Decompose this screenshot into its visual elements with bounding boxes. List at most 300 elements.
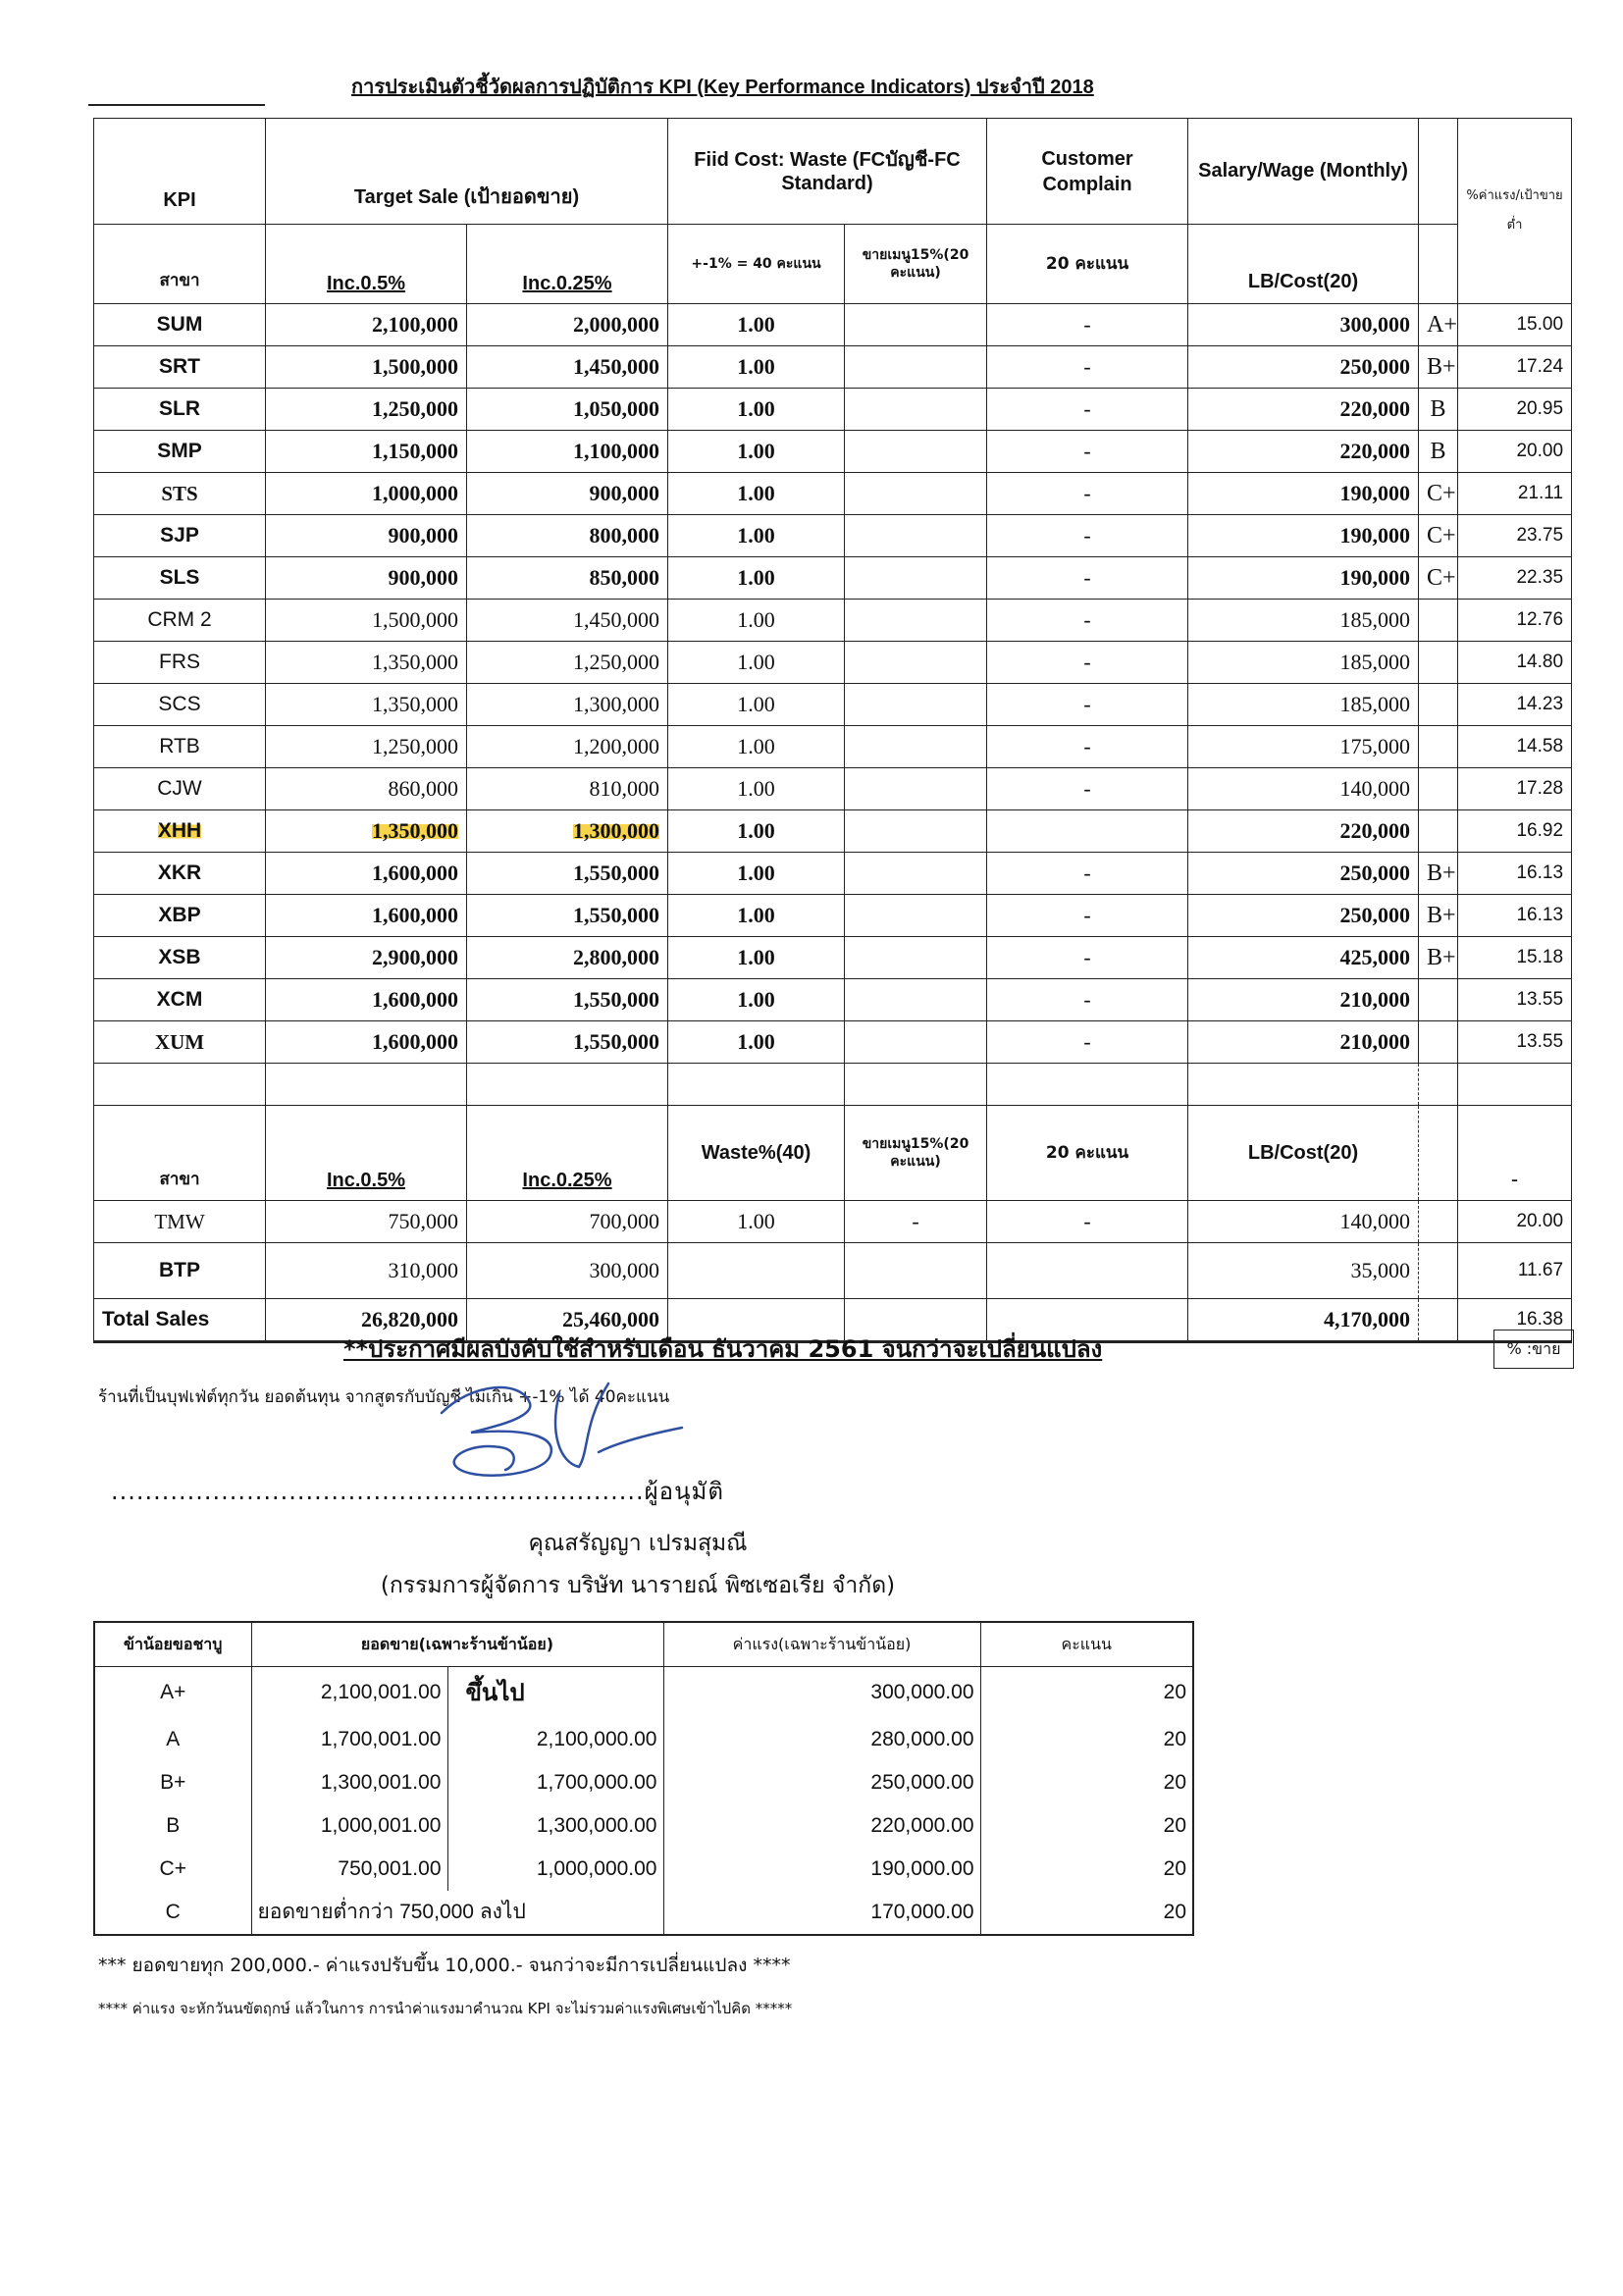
signer-title: (กรรมการผู้จัดการ บริษัท นารายณ์ พิซเซอเรีย จำกัด) <box>380 1573 896 1598</box>
fc-cell <box>668 853 845 895</box>
branch-cell <box>94 853 266 895</box>
grade-wage: 170,000.00 <box>663 1891 980 1935</box>
inc05-cell-text: 1,350,000 <box>372 692 458 716</box>
grade-sales-from: 1,700,001.00 <box>251 1718 447 1761</box>
inc05-cell <box>266 810 467 853</box>
menu-cell <box>845 515 987 557</box>
title-rule <box>88 104 265 106</box>
pct-cell-text: 22.35 <box>1516 567 1564 588</box>
waste-cell: 1.00 <box>668 1201 845 1243</box>
branch-cell-text: SCS <box>158 693 201 715</box>
pct-cell-text: 15.18 <box>1516 947 1564 967</box>
menu-cell <box>845 642 987 684</box>
kpi-row <box>94 684 1572 726</box>
kpi-row <box>94 389 1572 431</box>
menu-cell <box>845 389 987 431</box>
page-title: การประเมินตัวชี้วัดผลการปฏิบัติการ KPI (Key Performance Indicators) ประจำปี 2018 <box>351 77 1094 98</box>
branch-cell <box>94 726 266 768</box>
menu-cell <box>845 600 987 642</box>
complain-cell <box>987 684 1188 726</box>
inc025-cell-text: 1,550,000 <box>573 987 660 1012</box>
pct-cell <box>1458 937 1572 979</box>
inc05-cell-text: 1,000,000 <box>372 481 458 505</box>
pct-cell-text: 14.23 <box>1516 694 1564 714</box>
branch-cell-text: XUM <box>154 1029 205 1054</box>
salary-cell-text: 220,000 <box>1339 439 1411 463</box>
grade-wage: 300,000.00 <box>663 1667 980 1718</box>
pct-cell-text: 14.58 <box>1516 736 1564 757</box>
inc025-cell-text: 1,450,000 <box>573 354 660 379</box>
inc05-cell-text: 1,600,000 <box>372 903 458 927</box>
pct-header-2: - <box>1458 1106 1572 1201</box>
grade-cell <box>1419 895 1458 937</box>
inc05-cell-text: 1,250,000 <box>372 396 458 421</box>
grade-sales-from: 2,100,001.00 <box>251 1667 447 1718</box>
complain-cell <box>987 557 1188 600</box>
salary-cell-text: 250,000 <box>1339 903 1411 927</box>
signer-name: คุณสรัญญา เปรมสุมณี <box>528 1531 748 1556</box>
kpi-row <box>94 431 1572 473</box>
kpi-row <box>94 557 1572 600</box>
complain-cell-text: - <box>1083 481 1091 505</box>
grade-cell <box>1419 642 1458 684</box>
branch-cell <box>94 1021 266 1064</box>
inc025-cell: 700,000 <box>467 1201 668 1243</box>
pct-cell <box>1458 557 1572 600</box>
branch-cell <box>94 937 266 979</box>
menu-cell <box>845 304 987 346</box>
complain-cell <box>987 473 1188 515</box>
pct-cell <box>1458 768 1572 810</box>
complain-cell-text: - <box>1083 1029 1091 1054</box>
grade-sales-to: 1,000,000.00 <box>447 1848 663 1891</box>
grade-cell <box>1419 810 1458 853</box>
grade-score: 20 <box>980 1761 1193 1804</box>
inc025-cell <box>467 979 668 1021</box>
salary-cell-text: 190,000 <box>1339 481 1411 505</box>
inc025-cell-text: 1,200,000 <box>573 734 660 758</box>
kpi-row <box>94 346 1572 389</box>
fc-cell <box>668 642 845 684</box>
buffet-note: ร้านที่เป็นบุฟเฟ่ต์ทุกวัน ยอดต้นทุน จากสูตรกับบัญชี ไม่เกิน +-1% ได้ 40คะแนน <box>98 1387 670 1407</box>
branch-cell <box>94 515 266 557</box>
inc025-cell <box>467 431 668 473</box>
pct-cell-text: 20.00 <box>1516 441 1564 461</box>
menu-cell <box>845 346 987 389</box>
inc05-cell-text: 1,500,000 <box>372 607 458 632</box>
inc05-cell <box>266 1021 467 1064</box>
inc05-cell-text: 2,100,000 <box>372 312 458 337</box>
grade-wage: 220,000.00 <box>663 1804 980 1848</box>
inc05-cell <box>266 600 467 642</box>
grade-cell-text: C+ <box>1427 522 1456 548</box>
fc-cell <box>668 1021 845 1064</box>
complain-cell <box>987 431 1188 473</box>
grade-header-sales: ยอดขาย(เฉพาะร้านข้าน้อย) <box>251 1622 663 1667</box>
complain-cell-text: - <box>1083 692 1091 716</box>
grade-cell <box>1419 431 1458 473</box>
salary-cell-text: 250,000 <box>1339 354 1411 379</box>
inc025-cell: 300,000 <box>467 1243 668 1299</box>
approver-line: ...............................................................ผู้อนุมัติ <box>111 1478 724 1505</box>
complain-cell <box>987 346 1188 389</box>
pct-cell-text: 16.92 <box>1516 820 1564 841</box>
salary-cell <box>1188 346 1419 389</box>
inc025-cell-text: 1,550,000 <box>573 861 660 885</box>
inc025-cell-text: 850,000 <box>589 565 660 590</box>
grade-row <box>94 1804 1193 1848</box>
pct-cell <box>1458 1021 1572 1064</box>
fc-cell <box>668 557 845 600</box>
grade-level: C <box>94 1891 251 1935</box>
complain-cell <box>987 1021 1188 1064</box>
grade-cell-text: C+ <box>1427 480 1456 506</box>
salary-cell-text: 185,000 <box>1339 650 1411 674</box>
announcement: **ประกาศมีผลบังคับใช้สำหรับเดือน ธันวาคม 2561 จนกว่าจะเปลี่ยนแปลง <box>343 1335 1103 1363</box>
inc05-cell-text: 900,000 <box>388 565 458 590</box>
inc025-cell <box>467 600 668 642</box>
branch-header: สาขา <box>94 225 266 304</box>
kpi-row-2 <box>94 1243 1572 1299</box>
fc-cell <box>668 431 845 473</box>
salary-wage-header: Salary/Wage (Monthly) <box>1188 119 1419 225</box>
grade-cell <box>1419 389 1458 431</box>
grade-level: B+ <box>94 1761 251 1804</box>
inc05-cell-text: 1,350,000 <box>372 650 458 674</box>
salary-cell-text: 250,000 <box>1339 861 1411 885</box>
waste-header: Waste%(40) <box>668 1106 845 1201</box>
branch-cell-text: RTB <box>159 735 200 757</box>
salary-cell-text: 185,000 <box>1339 692 1411 716</box>
complain-score-header: 20 คะแนน <box>987 225 1188 304</box>
wage-note: **** ค่าแรง จะหักวันนขัตฤกษ์ แล้วในการ การนำค่าแรงมาคำนวณ KPI จะไม่รวมค่าแรงพิเศษเข้าไปคิด ***** <box>98 2000 793 2017</box>
inc025-cell <box>467 768 668 810</box>
pct-sale-label: % :ขาย <box>1493 1330 1574 1369</box>
salary-cell <box>1188 600 1419 642</box>
pct-cell-text: 23.75 <box>1516 525 1564 546</box>
inc05-cell <box>266 346 467 389</box>
complain-cell <box>987 304 1188 346</box>
menu-cell: - <box>845 1201 987 1243</box>
kpi-label: KPI <box>94 119 266 225</box>
complain-cell-text: - <box>1083 565 1091 590</box>
total-inc025: 25,460,000 <box>467 1299 668 1342</box>
branch-cell <box>94 557 266 600</box>
salary-cell <box>1188 389 1419 431</box>
branch-cell-text: SLR <box>159 397 200 420</box>
inc025-cell <box>467 473 668 515</box>
inc025-header: Inc.0.25% <box>467 225 668 304</box>
kpi-row <box>94 304 1572 346</box>
inc025-cell-text: 2,000,000 <box>573 312 660 337</box>
inc05-cell-text: 2,900,000 <box>372 945 458 969</box>
salary-cell <box>1188 768 1419 810</box>
fc-cell-text: 1.00 <box>737 312 775 337</box>
kpi-row <box>94 726 1572 768</box>
grade-wage: 190,000.00 <box>663 1848 980 1891</box>
customer-complain-header: Customer Complain <box>987 119 1188 225</box>
grade-cell <box>1419 515 1458 557</box>
fc-cell-text: 1.00 <box>737 481 775 505</box>
menu-cell <box>845 853 987 895</box>
pct-cell-text: 16.13 <box>1516 862 1564 883</box>
inc025-cell <box>467 642 668 684</box>
grade-header-score: คะแนน <box>980 1622 1193 1667</box>
branch-cell-text: SRT <box>159 355 200 378</box>
kpi-row-2 <box>94 1201 1572 1243</box>
fc-cell-text: 1.00 <box>737 818 775 843</box>
inc05-cell <box>266 768 467 810</box>
fc-cell-text: 1.00 <box>737 439 775 463</box>
kpi-row <box>94 979 1572 1021</box>
grade-row <box>94 1891 1193 1935</box>
inc025-cell <box>467 304 668 346</box>
fc-cell <box>668 473 845 515</box>
kpi-row <box>94 768 1572 810</box>
complain-cell-text: - <box>1083 439 1091 463</box>
pct-cell-text: 17.28 <box>1516 778 1564 799</box>
inc05-cell <box>266 642 467 684</box>
branch-header-2: สาขา <box>94 1106 266 1201</box>
pct-cell <box>1458 515 1572 557</box>
kpi-row <box>94 1021 1572 1064</box>
complain-cell <box>987 768 1188 810</box>
inc05-cell-text: 1,250,000 <box>372 734 458 758</box>
salary-cell-text: 190,000 <box>1339 565 1411 590</box>
grade-cell-text: C+ <box>1427 564 1456 591</box>
kpi-row <box>94 895 1572 937</box>
branch-cell <box>94 600 266 642</box>
fc-cell-text: 1.00 <box>737 354 775 379</box>
inc05-cell: 310,000 <box>266 1243 467 1299</box>
complain-cell <box>987 895 1188 937</box>
grade-cell-text: A+ <box>1427 311 1457 338</box>
fc-cell <box>668 810 845 853</box>
pct-cell <box>1458 600 1572 642</box>
inc025-cell <box>467 389 668 431</box>
branch-cell <box>94 389 266 431</box>
inc05-cell <box>266 937 467 979</box>
lb-cost-header: LB/Cost(20) <box>1188 225 1419 304</box>
salary-cell-text: 175,000 <box>1339 734 1411 758</box>
grade-cell <box>1419 979 1458 1021</box>
fc-cell-text: 1.00 <box>737 650 775 674</box>
blank-cell <box>1419 1243 1458 1299</box>
grade-cell-text: B+ <box>1427 902 1456 928</box>
inc05-cell-text: 1,350,000 <box>372 818 458 843</box>
pct-cell <box>1458 304 1572 346</box>
fc-cell-text: 1.00 <box>737 1029 775 1054</box>
salary-cell <box>1188 304 1419 346</box>
salary-cell: 140,000 <box>1188 1201 1419 1243</box>
pct-cell <box>1458 473 1572 515</box>
complain-cell <box>987 937 1188 979</box>
salary-cell: 35,000 <box>1188 1243 1419 1299</box>
complain-cell <box>987 389 1188 431</box>
inc025-cell-text: 1,300,000 <box>573 818 660 843</box>
complain-cell-text: - <box>1083 354 1091 379</box>
grade-wage: 250,000.00 <box>663 1761 980 1804</box>
fc-cell-text: 1.00 <box>737 945 775 969</box>
pct-cell-text: 14.80 <box>1516 652 1564 672</box>
grade-sales-to: 1,700,000.00 <box>447 1761 663 1804</box>
fc-cell-text: 1.00 <box>737 987 775 1012</box>
food-cost-header: Fiid Cost: Waste (FCบัญชี-FC Standard) <box>668 119 987 225</box>
menu-cell <box>845 557 987 600</box>
pct-cell-text: 12.76 <box>1516 609 1564 630</box>
grade-sales-from: 1,300,001.00 <box>251 1761 447 1804</box>
complain-cell-text: - <box>1083 776 1091 801</box>
kpi-row <box>94 600 1572 642</box>
inc05-cell <box>266 853 467 895</box>
branch-cell-text: CRM 2 <box>147 608 212 631</box>
grade-row <box>94 1848 1193 1891</box>
salary-cell <box>1188 515 1419 557</box>
grade-cell-text: B+ <box>1427 353 1456 380</box>
blank-cell <box>1419 1201 1458 1243</box>
inc05-cell-text: 1,150,000 <box>372 439 458 463</box>
grade-cell <box>1419 346 1458 389</box>
labor-pct-header: %ค่าแรง/เป้าขาย ต่ำ <box>1458 119 1572 304</box>
branch-cell <box>94 684 266 726</box>
salary-cell <box>1188 431 1419 473</box>
pct-cell: 11.67 <box>1458 1243 1572 1299</box>
fc-cell <box>668 684 845 726</box>
inc025-cell-text: 1,550,000 <box>573 903 660 927</box>
grade-sales-to: 2,100,000.00 <box>447 1718 663 1761</box>
inc025-cell <box>467 557 668 600</box>
fc-cell-text: 1.00 <box>737 607 775 632</box>
fc-cell-text: 1.00 <box>737 565 775 590</box>
salary-cell <box>1188 853 1419 895</box>
complain-cell <box>987 979 1188 1021</box>
inc025-cell <box>467 895 668 937</box>
salary-cell-text: 220,000 <box>1339 396 1411 421</box>
grade-level: A+ <box>94 1667 251 1718</box>
pct-cell <box>1458 810 1572 853</box>
inc025-cell <box>467 853 668 895</box>
branch-cell <box>94 642 266 684</box>
inc025-cell <box>467 937 668 979</box>
inc05-cell <box>266 515 467 557</box>
fc-cell <box>668 600 845 642</box>
pct-cell-text: 13.55 <box>1516 989 1564 1010</box>
pct-cell <box>1458 979 1572 1021</box>
complain-cell-text: - <box>1083 987 1091 1012</box>
inc025-cell <box>467 515 668 557</box>
fc-cell <box>668 515 845 557</box>
salary-cell-text: 185,000 <box>1339 607 1411 632</box>
fc-cell-text: 1.00 <box>737 523 775 548</box>
inc025-cell <box>467 346 668 389</box>
salary-cell <box>1188 473 1419 515</box>
grade-row <box>94 1667 1193 1718</box>
inc05-cell <box>266 473 467 515</box>
inc025-cell <box>467 1021 668 1064</box>
salary-cell <box>1188 937 1419 979</box>
lb-cost-header-2: LB/Cost(20) <box>1188 1106 1419 1201</box>
pct-cell-text: 20.95 <box>1516 398 1564 419</box>
inc025-cell-text: 2,800,000 <box>573 945 660 969</box>
fc-cell-text: 1.00 <box>737 734 775 758</box>
kpi-row <box>94 853 1572 895</box>
pct-cell-text: 21.11 <box>1517 483 1564 503</box>
kpi-row <box>94 937 1572 979</box>
menu-rule-header: ขายเมนู15%(20 คะแนน) <box>845 225 987 304</box>
salary-cell <box>1188 642 1419 684</box>
inc025-cell <box>467 810 668 853</box>
branch-cell-text: XKR <box>157 861 202 884</box>
inc05-cell <box>266 979 467 1021</box>
kpi-row <box>94 515 1572 557</box>
complain-cell <box>987 810 1188 853</box>
grade-row <box>94 1718 1193 1761</box>
complain-cell: - <box>987 1201 1188 1243</box>
fc-cell <box>668 937 845 979</box>
fc-cell <box>668 726 845 768</box>
menu-cell <box>845 431 987 473</box>
branch-cell <box>94 346 266 389</box>
fc-cell-text: 1.00 <box>737 396 775 421</box>
waste-cell <box>668 1243 845 1299</box>
branch-cell-text: STS <box>161 481 198 505</box>
grade-header-level: ข้าน้อยขอชาบู <box>94 1622 251 1667</box>
grade-score: 20 <box>980 1848 1193 1891</box>
grade-sales-from: 750,001.00 <box>251 1848 447 1891</box>
pct-cell-text: 16.13 <box>1516 905 1564 925</box>
pct-cell <box>1458 895 1572 937</box>
salary-cell <box>1188 1021 1419 1064</box>
inc025-cell-text: 1,250,000 <box>573 650 660 674</box>
menu-cell <box>845 473 987 515</box>
inc05-cell-text: 900,000 <box>388 523 458 548</box>
complain-cell <box>987 515 1188 557</box>
inc05-cell <box>266 304 467 346</box>
branch-cell-text: XBP <box>158 904 201 926</box>
inc05-cell <box>266 684 467 726</box>
branch-cell <box>94 895 266 937</box>
inc05-cell <box>266 389 467 431</box>
grade-cell <box>1419 853 1458 895</box>
kpi-table <box>93 118 1572 1343</box>
complain-cell-text: - <box>1083 945 1091 969</box>
branch-cell-text: XSB <box>158 946 201 968</box>
complain-cell-text: - <box>1083 607 1091 632</box>
inc05-cell <box>266 726 467 768</box>
branch-cell-text: XHH <box>157 819 202 842</box>
grade-cell <box>1419 726 1458 768</box>
inc025-cell-text: 810,000 <box>589 776 660 801</box>
fc-cell-text: 1.00 <box>737 903 775 927</box>
grade-cell <box>1419 768 1458 810</box>
pct-cell <box>1458 684 1572 726</box>
branch-cell-text: SJP <box>160 524 199 547</box>
inc05-cell <box>266 557 467 600</box>
salary-cell-text: 190,000 <box>1339 523 1411 548</box>
fc-cell <box>668 304 845 346</box>
inc05-cell-text: 1,500,000 <box>372 354 458 379</box>
salary-cell-text: 425,000 <box>1339 945 1411 969</box>
menu-cell <box>845 684 987 726</box>
inc025-cell-text: 1,450,000 <box>573 607 660 632</box>
inc025-header-2: Inc.0.25% <box>467 1106 668 1201</box>
branch-cell <box>94 473 266 515</box>
inc025-cell-text: 1,100,000 <box>573 439 660 463</box>
inc05-cell-text: 1,600,000 <box>372 987 458 1012</box>
pct-cell <box>1458 726 1572 768</box>
grade-cell <box>1419 557 1458 600</box>
branch-cell-text: SUM <box>156 313 203 336</box>
